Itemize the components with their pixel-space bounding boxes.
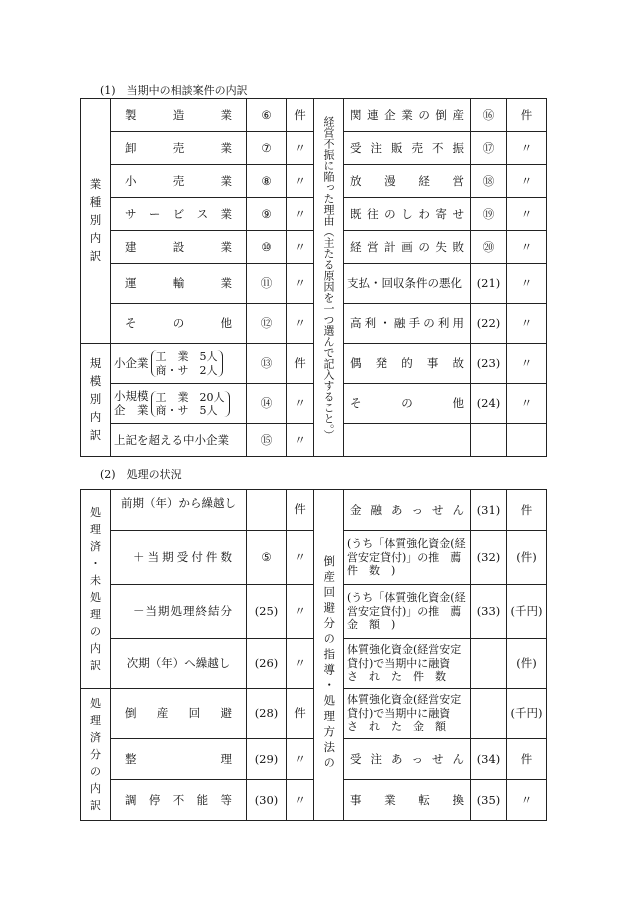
row-number: ⑤ bbox=[247, 531, 287, 585]
row-number: ⑫ bbox=[247, 304, 287, 344]
unit: 〃 bbox=[287, 780, 314, 821]
guidance-number: (31) bbox=[471, 490, 507, 531]
row-number: ⑥ bbox=[247, 99, 287, 132]
row-number: ⑭ bbox=[247, 384, 287, 424]
row-number: ⑦ bbox=[247, 132, 287, 165]
reason-name: 支払・回収条件の悪化 bbox=[344, 264, 471, 304]
guidance-number bbox=[471, 639, 507, 689]
scale-label: 規 模 別 内 訳 bbox=[81, 344, 111, 457]
industry-label: 業 種 別 内 訳 bbox=[81, 99, 111, 344]
scale-large: 上記を超える中小企業 bbox=[111, 424, 247, 457]
guidance-unit: (千円) bbox=[507, 689, 547, 739]
guidance-item: 体質強化資金(経営安定貸付)で当期中に融資 さ れ た 件 数 bbox=[344, 639, 471, 689]
row-number: ⑨ bbox=[247, 198, 287, 231]
reason-number: (22) bbox=[471, 304, 507, 344]
guidance-item: 体質強化資金(経営安定貸付)で当期中に融資 さ れ た 金 額 bbox=[344, 689, 471, 739]
row-number bbox=[247, 490, 287, 531]
reason-label: 経営不振に陥った理由（主たる原因を一つ選んで記入すること。） bbox=[314, 99, 344, 457]
unit: 〃 bbox=[287, 264, 314, 304]
guidance-number: (32) bbox=[471, 531, 507, 585]
guidance-label: 倒産回避分の指導・処理方法の bbox=[314, 490, 344, 821]
row-number: ⑩ bbox=[247, 231, 287, 264]
reason-unit: 〃 bbox=[507, 344, 547, 384]
guidance-item: (うち「体質強化資金(経営安定貸付)」の推 薦 金 額 ) bbox=[344, 585, 471, 639]
guidance-number: (35) bbox=[471, 780, 507, 821]
guidance-unit: (件) bbox=[507, 531, 547, 585]
scale-small-scale: 小規模 企 業 工 業 20人 商・サ 5人 bbox=[111, 384, 247, 424]
reason-unit: 〃 bbox=[507, 198, 547, 231]
industry-name: 運 輸 業 bbox=[111, 264, 247, 304]
scale-small: 小企業 工 業 5人 商・サ 2人 bbox=[111, 344, 247, 384]
industry-name: 製 造 業 bbox=[111, 99, 247, 132]
reason-name: 既往のしわ寄せ bbox=[344, 198, 471, 231]
reason-number: ⑯ bbox=[471, 99, 507, 132]
guidance-item: 事 業 転 換 bbox=[344, 780, 471, 821]
reason-unit: 〃 bbox=[507, 304, 547, 344]
row-number: (28) bbox=[247, 689, 287, 739]
reason-number: (24) bbox=[471, 384, 507, 424]
unit: 〃 bbox=[287, 231, 314, 264]
unit: 〃 bbox=[287, 165, 314, 198]
guidance-item: 金融あっせん bbox=[344, 490, 471, 531]
industry-name: 小 売 業 bbox=[111, 165, 247, 198]
done-name: 倒 産 回 避 bbox=[111, 689, 247, 739]
done-label: 処 理 済 分 の 内 訳 bbox=[81, 689, 111, 821]
row-number: ⑪ bbox=[247, 264, 287, 304]
done-name: 整 理 bbox=[111, 739, 247, 780]
reason-unit: 〃 bbox=[507, 384, 547, 424]
done-name: 調 停 不 能 等 bbox=[111, 780, 247, 821]
industry-name: サービス業 bbox=[111, 198, 247, 231]
unit: 〃 bbox=[287, 198, 314, 231]
unit: 件 bbox=[287, 490, 314, 531]
unit: 〃 bbox=[287, 531, 314, 585]
reason-name: 受注販売不振 bbox=[344, 132, 471, 165]
reason-number: (21) bbox=[471, 264, 507, 304]
guidance-unit: (千円) bbox=[507, 585, 547, 639]
reason-name: 関連企業の倒産 bbox=[344, 99, 471, 132]
empty-cell bbox=[471, 424, 507, 457]
guidance-item: (うち「体質強化資金(経営安定貸付)」の推 薦 件 数 ) bbox=[344, 531, 471, 585]
reason-unit: 〃 bbox=[507, 165, 547, 198]
reason-unit: 〃 bbox=[507, 264, 547, 304]
guidance-number bbox=[471, 689, 507, 739]
consultation-breakdown-table bbox=[80, 98, 547, 457]
row-number: (26) bbox=[247, 639, 287, 689]
status-name: ＋当期受付件数 bbox=[111, 531, 247, 585]
guidance-item: 受注あっせん bbox=[344, 739, 471, 780]
unit: 〃 bbox=[287, 384, 314, 424]
industry-name: 建 設 業 bbox=[111, 231, 247, 264]
unit: 〃 bbox=[287, 739, 314, 780]
section2-title: (2) 処理の状況 bbox=[100, 468, 182, 481]
unit: 件 bbox=[287, 344, 314, 384]
industry-name: 卸 売 業 bbox=[111, 132, 247, 165]
guidance-unit: 件 bbox=[507, 490, 547, 531]
reason-unit: 〃 bbox=[507, 231, 547, 264]
industry-name: そ の 他 bbox=[111, 304, 247, 344]
reason-number: ⑳ bbox=[471, 231, 507, 264]
unit: 〃 bbox=[287, 585, 314, 639]
empty-cell bbox=[344, 424, 471, 457]
row-number: (25) bbox=[247, 585, 287, 639]
row-number: ⑬ bbox=[247, 344, 287, 384]
unit: 件 bbox=[287, 689, 314, 739]
row-number: (29) bbox=[247, 739, 287, 780]
guidance-number: (33) bbox=[471, 585, 507, 639]
status-label: 処 理 済 ・ 未 処 理 の 内 訳 bbox=[81, 490, 111, 689]
empty-cell bbox=[507, 424, 547, 457]
reason-name: そ の 他 bbox=[344, 384, 471, 424]
row-number: ⑮ bbox=[247, 424, 287, 457]
unit: 〃 bbox=[287, 424, 314, 457]
section1-title: (1) 当期中の相談案件の内訳 bbox=[100, 84, 248, 97]
reason-name: 偶 発 的 事 故 bbox=[344, 344, 471, 384]
processing-status-table bbox=[80, 489, 547, 821]
unit: 〃 bbox=[287, 132, 314, 165]
reason-number: ⑱ bbox=[471, 165, 507, 198]
unit: 件 bbox=[287, 99, 314, 132]
reason-name: 高利・融手の利用 bbox=[344, 304, 471, 344]
reason-unit: 件 bbox=[507, 99, 547, 132]
reason-name: 放 漫 経 営 bbox=[344, 165, 471, 198]
guidance-unit: 〃 bbox=[507, 780, 547, 821]
row-number: (30) bbox=[247, 780, 287, 821]
reason-number: ⑲ bbox=[471, 198, 507, 231]
reason-unit: 〃 bbox=[507, 132, 547, 165]
row-number: ⑧ bbox=[247, 165, 287, 198]
guidance-unit: 件 bbox=[507, 739, 547, 780]
unit: 〃 bbox=[287, 639, 314, 689]
unit: 〃 bbox=[287, 304, 314, 344]
reason-number: (23) bbox=[471, 344, 507, 384]
status-name: 前期（年）から繰越し bbox=[111, 490, 247, 531]
status-name: －当期処理終結分 bbox=[111, 585, 247, 639]
reason-number: ⑰ bbox=[471, 132, 507, 165]
status-name: 次期（年）へ繰越し bbox=[111, 639, 247, 689]
guidance-unit: (件) bbox=[507, 639, 547, 689]
guidance-number: (34) bbox=[471, 739, 507, 780]
reason-name: 経営計画の失敗 bbox=[344, 231, 471, 264]
